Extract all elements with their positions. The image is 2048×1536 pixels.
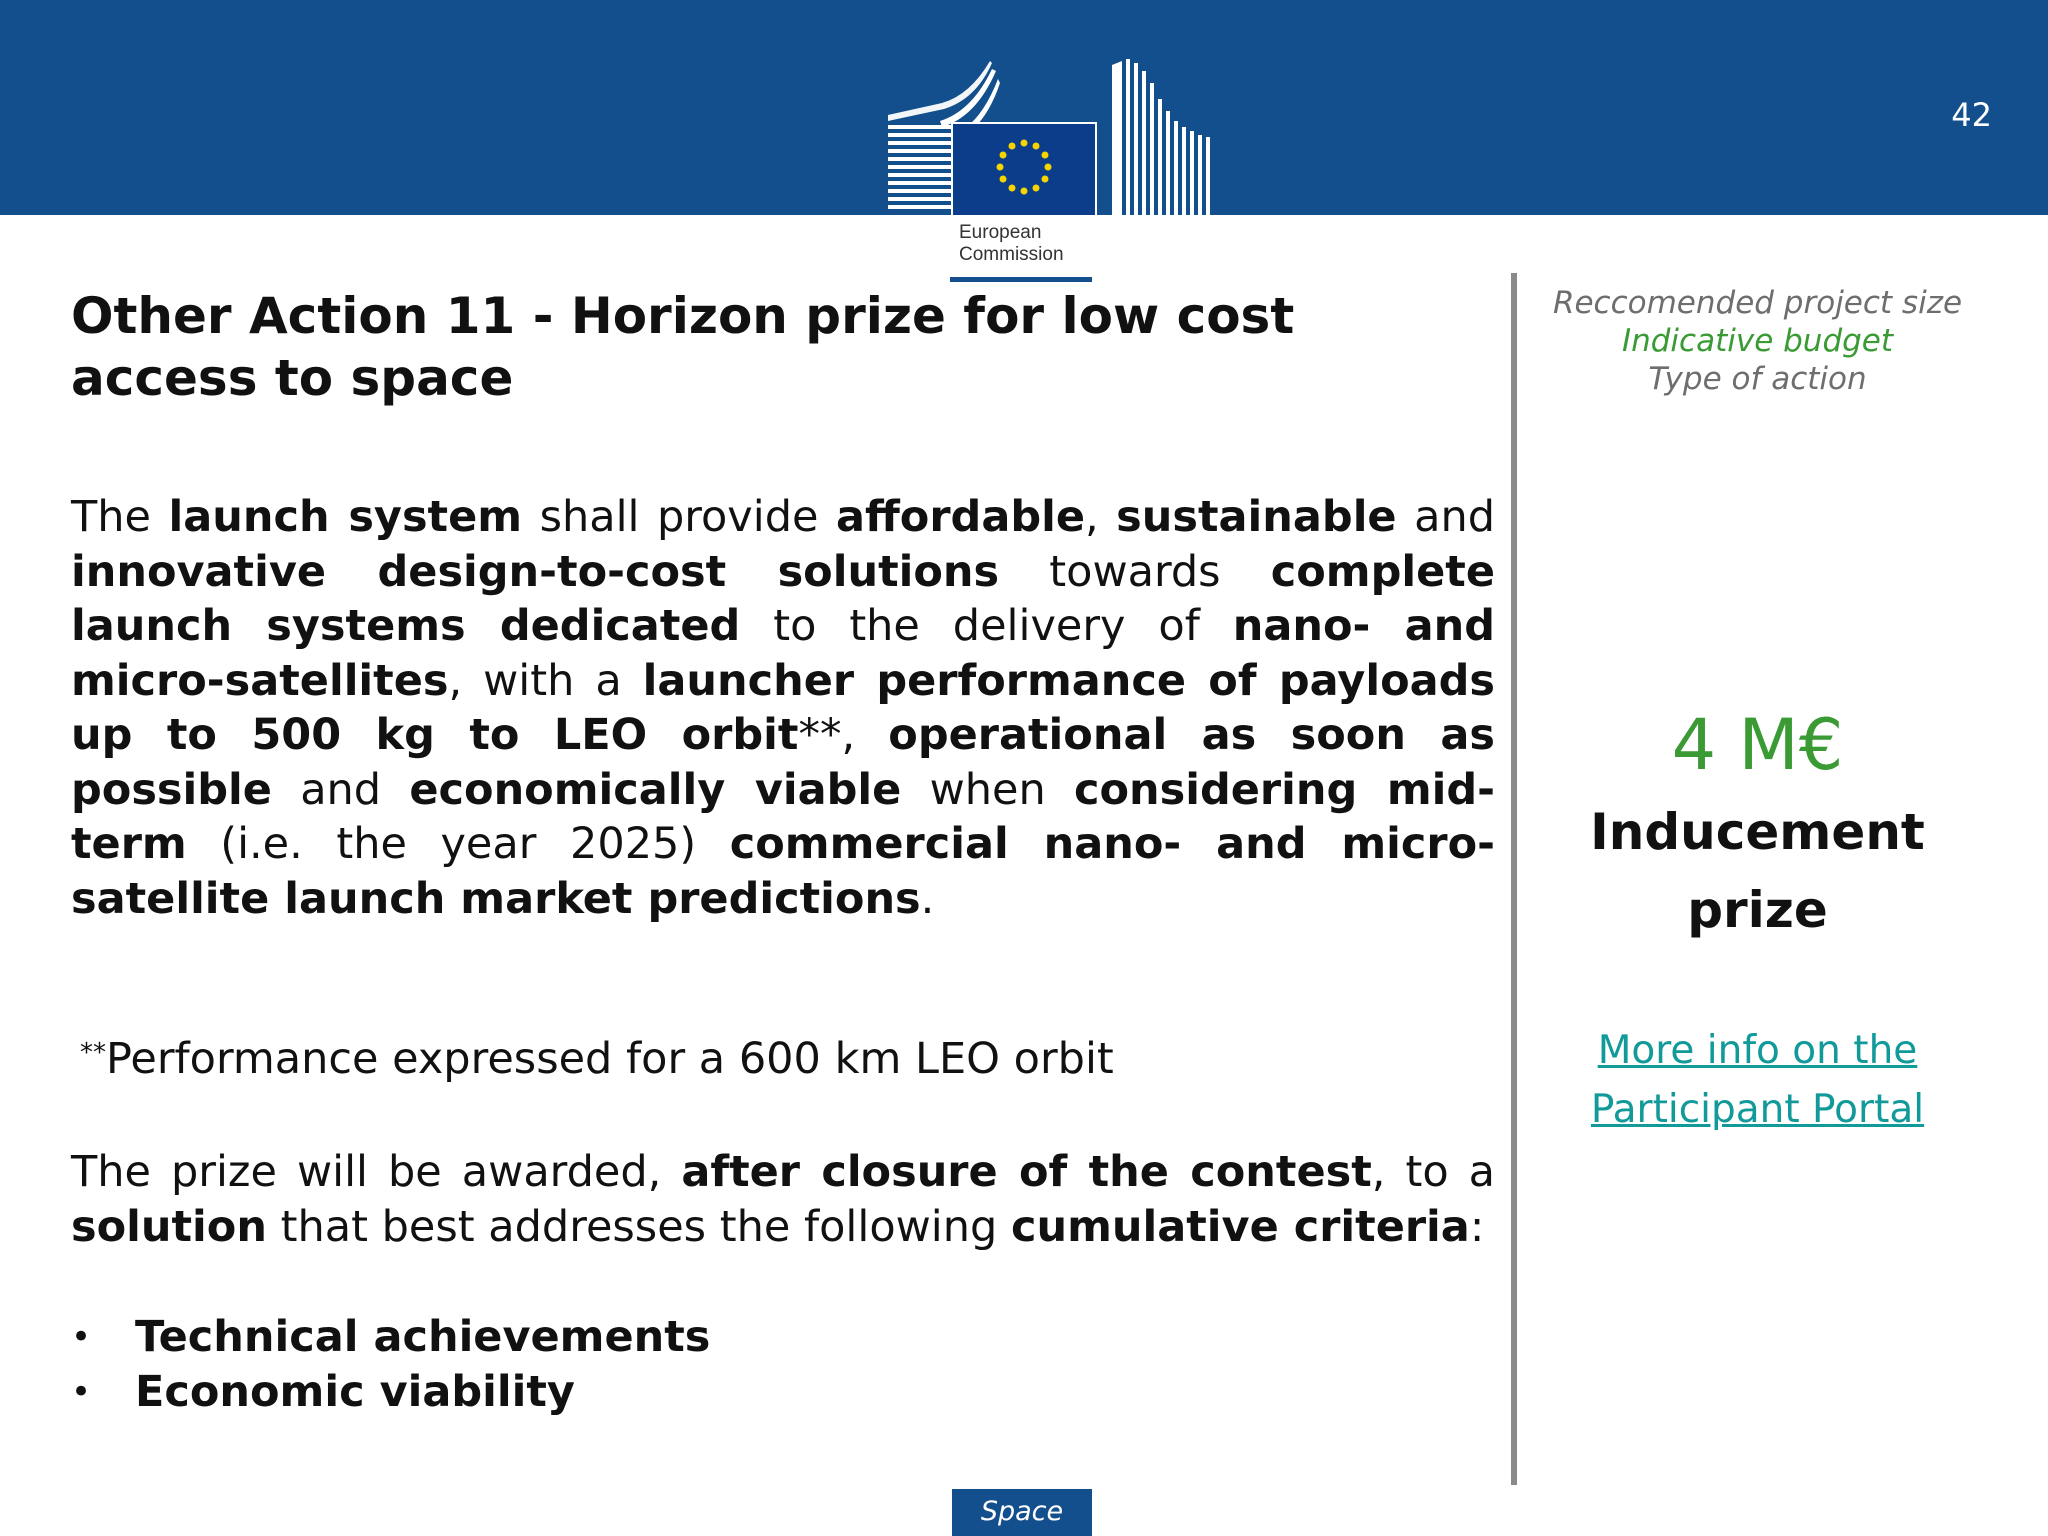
- legend-project-size: Reccomended project size: [1552, 285, 1963, 321]
- logo-underline: [950, 277, 1092, 282]
- award-paragraph: The prize will be awarded, after closure of the contest, to a solution that best addresses the following cumulative criteria:: [71, 1147, 1496, 1252]
- footnote: **Performance expressed for a 600 km LEO orbit: [80, 1034, 1114, 1084]
- list-item: • Economic viability: [71, 1366, 575, 1417]
- page-number: 42: [1951, 96, 1992, 134]
- slide-title: Other Action 11 - Horizon prize for low cost access to space: [71, 287, 1295, 407]
- legend-budget: Indicative budget: [1621, 323, 1894, 359]
- logo-text: European Commission: [959, 222, 1064, 265]
- footer-section-tag: Space: [952, 1489, 1092, 1536]
- european-commission-logo: [880, 55, 1220, 285]
- sidebar-legend: [1525, 284, 1990, 398]
- list-item: • Technical achievements: [71, 1312, 711, 1362]
- description-paragraph: The launch system shall provide affordable, sustainable and innovative design-to-cost solutions towards complete launch systems dedicated to the delivery of nano- and micro-satellites, with a launcher performance of payloads up to 500 kg to LEO orbit**, operational as soon as possible and economically viable when considering mid-term (i.e. the year 2025) commercial nano- and micro- satellite launch market predictions.: [71, 492, 1496, 924]
- indicative-budget-value: 4 M€: [1671, 704, 1844, 786]
- criteria-list: [71, 1310, 710, 1419]
- legend-type-of-action: Type of action: [1648, 361, 1867, 397]
- participant-portal-link[interactable]: More info on the Participant Portal: [1590, 1028, 1925, 1132]
- vertical-divider: [1511, 273, 1517, 1485]
- type-of-action-value: Inducement prize: [1590, 803, 1925, 939]
